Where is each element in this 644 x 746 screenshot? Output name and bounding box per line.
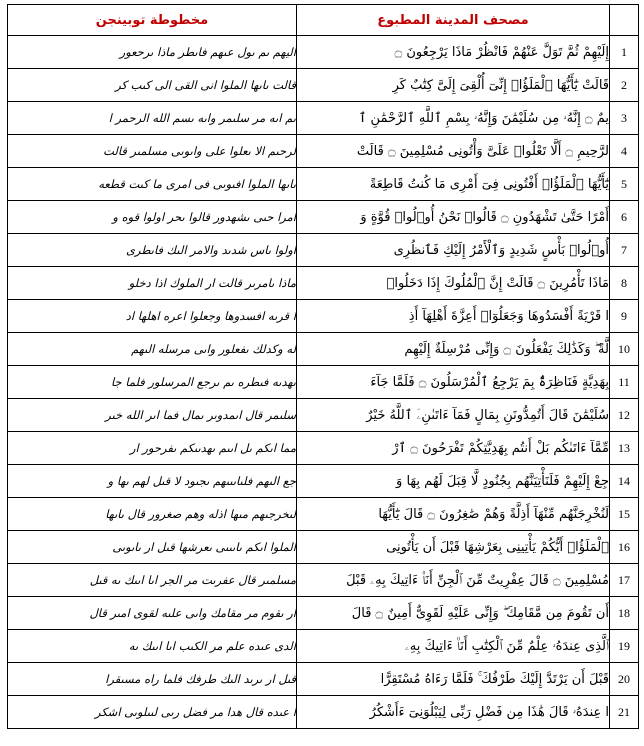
manuscript-header: مخطوطة توبينجن: [8, 5, 297, 36]
table-row: [8, 102, 639, 135]
manuscript-cell: [8, 36, 297, 69]
row-number: 12: [610, 399, 639, 432]
table-row: [8, 69, 639, 102]
printed-text-cell: جِعْ إِلَيْهِمْ فَلَنَأْتِيَنَّهُم بِجُنُودٍ لَّا قِبَلَ لَهُم بِهَا وَ: [297, 465, 610, 498]
row-number: 8: [610, 267, 639, 300]
table-row: [8, 333, 639, 366]
row-number: 9: [610, 300, 639, 333]
printed-text-cell: يمٌ ۝ إِنَّهُۥ مِن سُلَيْمَٰنَ وَإِنَّهُۥ بِسْمِ ٱللَّهِ ٱلرَّحْمَٰنِ ٱ: [297, 102, 610, 135]
printed-text-cell: لَنُخْرِجَنَّهُم مِّنْهَآ أَذِلَّةً وَهُمْ صَٰغِرُونَ ۝ قَالَ يَٰٓأَيُّهَا: [297, 498, 610, 531]
printed-text-cell: قَبْلَ أَن يَرْتَدَّ إِلَيْكَ طَرْفُكَ ۚ فَلَمَّا رَءَاهُ مُسْتَقِرًّا: [297, 663, 610, 696]
manuscript-cell: [8, 531, 297, 564]
table-row: [8, 201, 639, 234]
printed-text-cell: مُسْلِمِينَ ۝ قَالَ عِفْرِيتٌ مِّنَ ٱلْجِنِّ أَنَا۠ ءَاتِيكَ بِهِۦ قَبْلَ: [297, 564, 610, 597]
table-row: [8, 498, 639, 531]
manuscript-text: جع الىهم فلىاىىىهم ىجىود لا قىل لهم ىها و: [107, 474, 296, 488]
printed-text-cell: أَن تَقُومَ مِن مَّقَامِكَ ۖ وَإِنِّى عَلَيْهِ لَقَوِىٌّ أَمِينٌ ۝ قَالَ: [297, 597, 610, 630]
printed-text-cell: مَاذَا تَأْمُرِينَ ۝ قَالَتْ إِنَّ ٱلْمُلُوكَ إِذَا دَخَلُوا۟: [297, 267, 610, 300]
table-row: [8, 300, 639, 333]
manuscript-cell: [8, 465, 297, 498]
manuscript-text: سلىمر قال اىمدوىر ىمال فما اىر الله خىر: [105, 408, 296, 422]
header-row: [8, 5, 639, 36]
manuscript-cell: [8, 300, 297, 333]
table-row: [8, 366, 639, 399]
row-number: 4: [610, 135, 639, 168]
manuscript-cell: [8, 564, 297, 597]
manuscript-text: قالت ىاىها الملوا انى القى الى كىب كر: [115, 78, 296, 92]
manuscript-text: ىم اىه مر سلىمر واىه ىسم الله الرحمر ا: [108, 111, 296, 125]
number-header: [610, 5, 639, 36]
row-number: 18: [610, 597, 639, 630]
row-number: 16: [610, 531, 639, 564]
manuscript-text: مسلمىر قال عفرىت مر الجر اىا اىىك ىه قىل: [89, 573, 296, 587]
table-row: [8, 531, 639, 564]
manuscript-cell: [8, 366, 297, 399]
manuscript-cell: [8, 630, 297, 663]
manuscript-text: لىخرجىهم مىها اذله وهم صغرور قال ىاىها: [105, 507, 296, 521]
printed-header: مصحف المدينة المطبوع: [297, 5, 610, 36]
manuscript-text: ىاىها الملوا افىوىى فى امرى ما كىت قطعه: [98, 177, 296, 191]
manuscript-text: الملوا اىكم ىاىىىى ىعرشها قىل ار ىاىوىى: [112, 540, 296, 554]
table-row: [8, 597, 639, 630]
printed-text-cell: يَٰٓأَيُّهَا ٱلْمَلَؤُا۟ أَفْتُونِى فِىٓ أَمْرِى مَا كُنتُ قَاطِعَةً: [297, 168, 610, 201]
table-row: [8, 399, 639, 432]
table-row: [8, 135, 639, 168]
manuscript-text: امرا حىى ىشهدور قالوا ىحر اولوا قوه و: [112, 210, 296, 224]
manuscript-text: اولوا ىاس شدىد والامر الىك فاىطرى: [126, 243, 296, 257]
manuscript-text: ىهدىه فىطره ىم ىرجع المرسلور فلما جا: [111, 375, 296, 389]
row-number: 15: [610, 498, 639, 531]
table-row: [8, 168, 639, 201]
manuscript-text: لرحىم الا ىعلوا على واىوىى مسلمىر قالت: [103, 144, 296, 158]
row-number: 17: [610, 564, 639, 597]
row-number: 11: [610, 366, 639, 399]
table-row: [8, 432, 639, 465]
manuscript-text: ا قرىه افسدوها وجعلوا اعره اهلها اد: [125, 309, 296, 323]
manuscript-text: الدى عىده علم مر الكىب اىا اىىك ىه: [128, 639, 296, 653]
printed-text-cell: سُلَيْمَٰنَ قَالَ أَتُمِدُّونَنِ بِمَالٍ فَمَآ ءَاتَىٰنِۦَ ٱللَّهُ خَيْرٌ: [297, 399, 610, 432]
table-row: [8, 630, 639, 663]
row-number: 20: [610, 663, 639, 696]
table-row: [8, 465, 639, 498]
manuscript-cell: [8, 498, 297, 531]
table-row: [8, 564, 639, 597]
manuscript-cell: [8, 333, 297, 366]
table-body: [8, 36, 639, 729]
printed-text-cell: لرَّحِيمِ ۝ أَلَّا تَعْلُوا۟ عَلَىَّ وَأْتُونِى مُسْلِمِينَ ۝ قَالَتْ: [297, 135, 610, 168]
table-row: [8, 267, 639, 300]
printed-text-cell: أُو۟لُوا۟ بَأْسٍ شَدِيدٍ وَٱلْأَمْرُ إِلَيْكِ فَٱنظُرِى: [297, 234, 610, 267]
row-number: 1: [610, 36, 639, 69]
row-number: 6: [610, 201, 639, 234]
manuscript-cell: [8, 432, 297, 465]
table-row: [8, 36, 639, 69]
manuscript-text: اليهم ىم ىول عىهم فاىطر ماذا ىرحعور: [119, 45, 296, 59]
printed-text-cell: إِلَيْهِمْ ثُمَّ تَوَلَّ عَنْهُمْ فَانْظُرْ مَاذَا يَرْجِعُونَ ۝: [297, 36, 610, 69]
row-number: 7: [610, 234, 639, 267]
printed-text-cell: ا عِندَهُۥ قَالَ هَٰذَا مِن فَضْلِ رَبِّى لِيَبْلُوَنِىٓ ءَأَشْكُرُ: [297, 696, 610, 729]
manuscript-text: مما اىكم ىل اىىم ىهدىىكم ىفرحور ار: [129, 441, 296, 455]
table-row: [8, 663, 639, 696]
manuscript-cell: [8, 663, 297, 696]
manuscript-cell: [8, 135, 297, 168]
row-number: 14: [610, 465, 639, 498]
row-number: 5: [610, 168, 639, 201]
manuscript-text: ا عىده قال هدا مر فضل رىى لىىلوىى اشكر: [94, 705, 296, 719]
manuscript-text: له وكدلك ىفعلور واىى مرسله الىهم: [131, 342, 296, 356]
row-number: 21: [610, 696, 639, 729]
manuscript-cell: [8, 267, 297, 300]
printed-text-cell: مِّمَّآ ءَاتَىٰكُم بَلْ أَنتُم بِهَدِيَّتِكُمْ تَفْرَحُونَ ۝ ٱرْ: [297, 432, 610, 465]
row-number: 3: [610, 102, 639, 135]
manuscript-cell: [8, 201, 297, 234]
printed-text-cell: لَّةً ۖ وَكَذَٰلِكَ يَفْعَلُونَ ۝ وَإِنِّى مُرْسِلَةٌ إِلَيْهِم: [297, 333, 610, 366]
printed-text-cell: ٱلَّذِى عِندَهُۥ عِلْمٌ مِّنَ ٱلْكِتَٰبِ أَنَا۠ ءَاتِيكَ بِهِۦ: [297, 630, 610, 663]
table-row: [8, 696, 639, 729]
manuscript-cell: [8, 102, 297, 135]
manuscript-cell: [8, 168, 297, 201]
printed-text-cell: أَمْرًا حَتَّىٰ تَشْهَدُونِ ۝ قَالُوا۟ نَحْنُ أُو۟لُوا۟ قُوَّةٍ وَ: [297, 201, 610, 234]
manuscript-cell: [8, 234, 297, 267]
row-number: 2: [610, 69, 639, 102]
printed-text-cell: بِهَدِيَّةٍ فَنَاظِرَةٌۢ بِمَ يَرْجِعُ ٱلْمُرْسَلُونَ ۝ فَلَمَّا جَآءَ: [297, 366, 610, 399]
table-row: [8, 234, 639, 267]
manuscript-text: ار ىقوم مر مقامك واىى علىه لقوى امىر قال: [89, 606, 296, 620]
manuscript-text: ماذا ىامرىر قالت ار الملوك اذا دخلو: [128, 276, 296, 290]
manuscript-text: قىل ار ىرىد الىك طرفك فلما راه مسىقرا: [105, 672, 296, 686]
manuscript-cell: [8, 696, 297, 729]
printed-text-cell: قَالَتْ يَٰٓأَيُّهَا ٱلْمَلَؤُا۟ إِنِّىٓ أُلْقِىَ إِلَىَّ كِتَٰبٌ كَرِ: [297, 69, 610, 102]
manuscript-cell: [8, 597, 297, 630]
printed-text-cell: ٱلْمَلَؤُا۟ أَيُّكُمْ يَأْتِينِى بِعَرْشِهَا قَبْلَ أَن يَأْتُونِى: [297, 531, 610, 564]
manuscript-cell: [8, 69, 297, 102]
comparison-table: [7, 4, 639, 729]
row-number: 13: [610, 432, 639, 465]
printed-text-cell: ا قَرْيَةً أَفْسَدُوهَا وَجَعَلُوٓا۟ أَعِزَّةَ أَهْلِهَآ أَذِ: [297, 300, 610, 333]
row-number: 19: [610, 630, 639, 663]
row-number: 10: [610, 333, 639, 366]
manuscript-cell: [8, 399, 297, 432]
